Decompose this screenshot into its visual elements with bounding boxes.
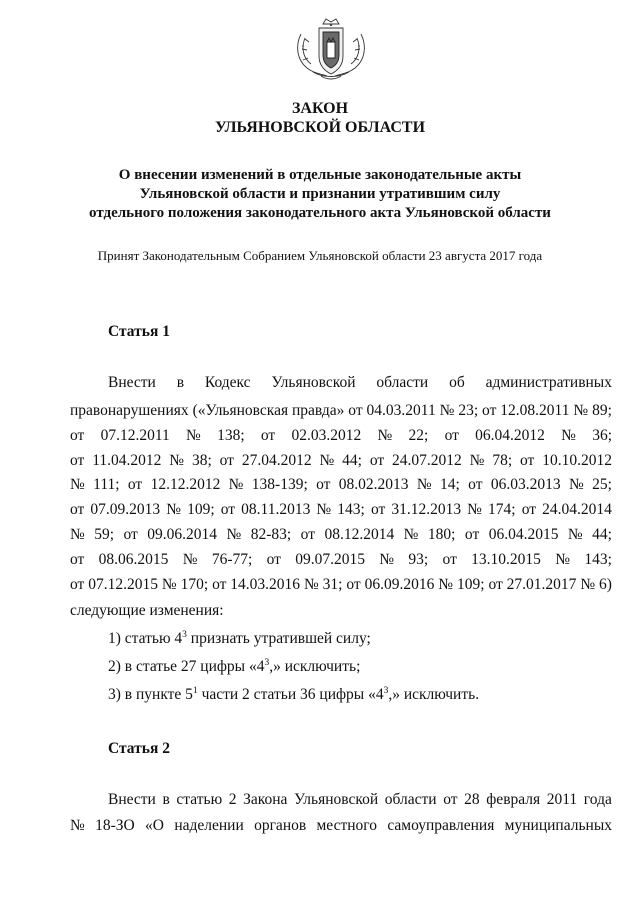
item-1-text: 1) статью 4: [108, 630, 183, 647]
word: от: [488, 576, 503, 593]
word: от: [444, 427, 459, 444]
word: №: [439, 402, 455, 419]
list-item: [108, 657, 360, 677]
law-subject-line-3: отдельного положения законодательного акта Ульяновской области: [89, 205, 551, 221]
word: №: [316, 501, 332, 518]
word: от: [70, 427, 85, 444]
article2-body-line: [108, 790, 612, 810]
word: Внести: [108, 791, 156, 808]
word: №: [70, 526, 85, 543]
word: №: [561, 427, 576, 444]
word: №: [182, 551, 198, 568]
word: муниципальных: [504, 817, 612, 834]
word: от: [212, 576, 227, 593]
word: от: [369, 452, 385, 469]
word: 59;: [94, 526, 115, 543]
word: от: [70, 452, 85, 469]
item-1-text-end: признать утратившей силу;: [186, 630, 371, 647]
word: 111;: [93, 476, 120, 493]
word: №: [469, 452, 485, 469]
word: от: [316, 476, 331, 493]
article1-body-line: [70, 550, 612, 570]
word: 08.02.2013: [338, 476, 409, 493]
word: 93;: [408, 551, 429, 568]
item-1-superscript: 3: [182, 630, 187, 640]
law-subject-line-1: О внесении изменений в отдельные законодательные акты: [118, 167, 522, 183]
word: от: [70, 551, 85, 568]
word: 27.01.2017: [506, 576, 577, 593]
word: 07.12.2011: [100, 427, 170, 444]
word: 09.06.2014: [147, 526, 218, 543]
word: Ульяновской: [271, 374, 356, 391]
coat-of-arms-emblem: [293, 16, 369, 84]
word: 06.04.2015: [488, 526, 559, 543]
word: от: [521, 501, 537, 518]
word: №: [70, 817, 85, 834]
word: №: [228, 476, 244, 493]
word: 08.06.2015: [98, 551, 169, 568]
word: Ульяновской: [294, 791, 379, 808]
word: 14.03.2016: [230, 576, 301, 593]
item-2-text: 2) в статье 27 цифры «4: [108, 658, 265, 675]
word: 36;: [592, 427, 612, 444]
word: 31.12.2013: [391, 501, 462, 518]
word: №: [377, 427, 393, 444]
word: от: [70, 501, 85, 518]
word: 78;: [492, 452, 513, 469]
word: 07.09.2013: [90, 501, 161, 518]
word: №: [186, 427, 201, 444]
word: 6): [599, 576, 612, 593]
word: местного: [316, 817, 377, 834]
word: 2011: [546, 791, 578, 808]
word: от: [70, 576, 85, 593]
word: 08.12.2014: [324, 526, 395, 543]
word: 138;: [217, 427, 245, 444]
word: №: [169, 452, 185, 469]
word: статью: [176, 791, 223, 808]
article2-body-line: [70, 816, 612, 836]
word: 31;: [322, 576, 343, 593]
item-3-text-middle: части 2 статьи 36 цифры «4: [197, 686, 384, 703]
article1-body-line: [70, 525, 612, 545]
word: 174;: [488, 501, 516, 518]
word: от: [464, 526, 480, 543]
word: от: [442, 551, 457, 568]
word: самоуправления: [387, 817, 495, 834]
word: области: [376, 374, 429, 391]
word: от: [300, 526, 315, 543]
word: 04.03.2011: [366, 402, 436, 419]
item-2-text-end: ,» исключить;: [269, 658, 361, 675]
word: 44;: [342, 452, 362, 469]
item-3-superscript: 1: [192, 686, 198, 696]
article-1-tail: следующие изменения:: [70, 602, 224, 619]
article1-body-line: [70, 575, 612, 595]
word: 109;: [187, 501, 215, 518]
word: 06.04.2012: [475, 427, 545, 444]
word: от: [123, 526, 138, 543]
word: 38;: [191, 452, 212, 469]
word: №: [166, 501, 182, 518]
word: в: [176, 374, 185, 391]
word: Внести: [108, 374, 156, 391]
word: года: [583, 791, 612, 808]
word: 09.07.2015: [295, 551, 365, 568]
word: 109;: [456, 576, 485, 593]
word: 82-83;: [250, 526, 292, 543]
law-title: ЗАКОН: [291, 100, 349, 117]
word: 02.03.2012: [291, 427, 362, 444]
word: 28: [464, 791, 480, 808]
word: от: [370, 501, 386, 518]
word: 12.12.2012: [150, 476, 221, 493]
word: от: [468, 476, 483, 493]
word: 06.09.2016: [364, 576, 435, 593]
word: органов: [254, 817, 307, 834]
word: «О: [145, 817, 164, 834]
word: №: [161, 576, 177, 593]
word: февраля: [486, 791, 541, 808]
word: от: [219, 452, 234, 469]
word: 143;: [584, 551, 612, 568]
word: №: [438, 576, 454, 593]
article-1-heading: Статья 1: [108, 323, 170, 340]
item-3-text-end: ,» исключить.: [388, 686, 480, 703]
word: №: [467, 501, 482, 518]
word: №: [580, 576, 596, 593]
word: №: [568, 476, 584, 493]
word: 13.10.2015: [471, 551, 541, 568]
word: №: [226, 526, 242, 543]
word: 27.04.2012: [241, 452, 312, 469]
word: от: [127, 476, 143, 493]
word: административных: [485, 374, 612, 391]
word: в: [162, 791, 170, 808]
word: 24.04.2014: [542, 501, 612, 518]
word: области: [384, 791, 437, 808]
word: №: [319, 452, 335, 469]
law-subject-line-2: Ульяновской области и признании утратившим силу: [139, 186, 501, 202]
word: №: [70, 476, 85, 493]
word: 06.03.2013: [490, 476, 561, 493]
word: 22;: [408, 427, 429, 444]
word: 08.11.2013: [241, 501, 311, 518]
word: от: [482, 402, 497, 419]
article1-body-line: [70, 500, 612, 520]
word: 143;: [337, 501, 365, 518]
adoption-note: Принят Законодательным Собранием Ульяновской области 23 августа 2017 года: [97, 248, 543, 263]
word: №: [555, 551, 571, 568]
word: от: [348, 402, 363, 419]
word: 138-139;: [251, 476, 308, 493]
word: Кодекс: [204, 374, 251, 391]
word: («Ульяновская: [192, 402, 289, 419]
word: №: [403, 526, 419, 543]
item-3-superscript-2: 3: [383, 686, 389, 696]
word: 25;: [592, 476, 612, 493]
list-item: [108, 629, 371, 649]
item-2-superscript: 3: [264, 658, 270, 668]
word: 11.04.2012: [92, 452, 162, 469]
list-item: [108, 685, 479, 705]
word: от: [260, 427, 276, 444]
article-2-heading: Статья 2: [108, 740, 170, 757]
region-title: УЛЬЯНОВСКОЙ ОБЛАСТИ: [214, 119, 426, 136]
word: 23;: [458, 402, 479, 419]
word: №: [567, 526, 583, 543]
word: №: [573, 402, 589, 419]
word: от: [220, 501, 236, 518]
article1-body-line: [70, 426, 612, 446]
word: 18-ЗО: [95, 817, 135, 834]
word: №: [303, 576, 319, 593]
article1-body-line: [70, 475, 612, 495]
word: 07.12.2015: [88, 576, 158, 593]
word: правда»: [292, 402, 345, 419]
word: №: [379, 551, 395, 568]
word: от: [266, 551, 281, 568]
word: 10.10.2012: [542, 452, 612, 469]
word: правонарушениях: [70, 402, 189, 419]
word: 44;: [592, 526, 612, 543]
article1-body-line: [70, 401, 612, 421]
word: наделении: [174, 817, 244, 834]
word: 14;: [440, 476, 460, 493]
word: от: [520, 452, 535, 469]
word: об: [449, 374, 465, 391]
word: 180;: [427, 526, 456, 543]
word: 12.08.2011: [500, 402, 570, 419]
word: 2: [228, 791, 237, 808]
word: 76-77;: [211, 551, 253, 568]
article1-body-line: [108, 373, 612, 393]
word: 24.07.2012: [392, 452, 462, 469]
word: от: [346, 576, 361, 593]
word: 89;: [592, 402, 612, 419]
article1-body-line: [70, 451, 612, 471]
word: от: [443, 791, 458, 808]
item-3-text: 3) в пункте 5: [108, 686, 193, 703]
word: №: [416, 476, 432, 493]
word: 170;: [180, 576, 209, 593]
word: Закона: [243, 791, 288, 808]
